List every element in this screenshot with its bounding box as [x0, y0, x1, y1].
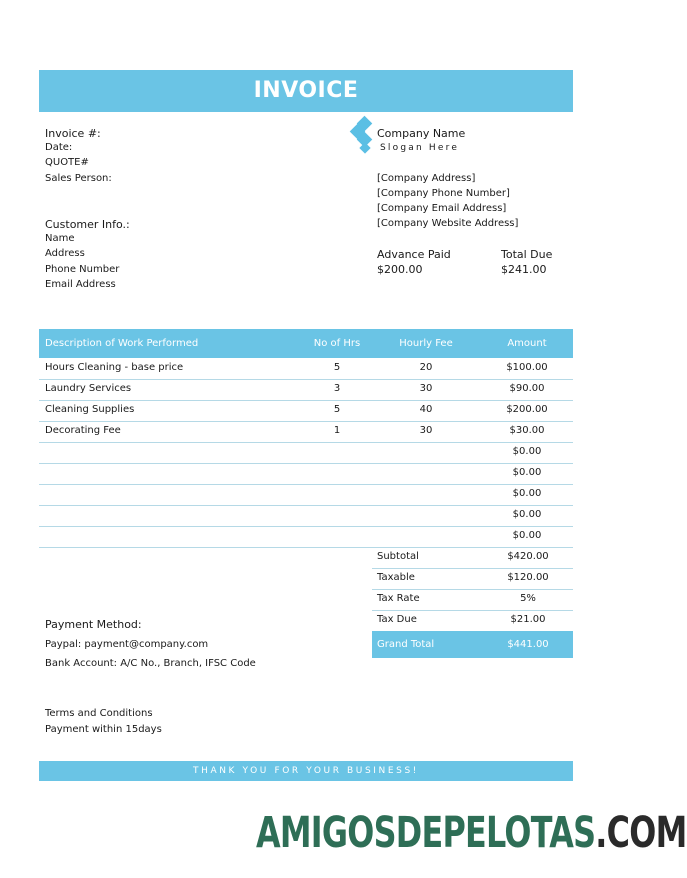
row-hours: 3	[333, 383, 341, 394]
subtotal-row	[372, 547, 573, 569]
thank-you-banner: THANK YOU FOR YOUR BUSINESS!	[39, 761, 573, 781]
table-header	[39, 329, 573, 358]
row-description: Decorating Fee	[45, 425, 121, 436]
row-hours: 5	[333, 362, 341, 373]
table-row	[39, 505, 573, 527]
company-email: [Company Email Address]	[377, 203, 507, 214]
date-label: Date:	[45, 142, 73, 153]
tax-due-label: Tax Due	[377, 614, 417, 625]
table-row	[39, 358, 573, 380]
header-description: Description of Work Performed	[45, 338, 199, 349]
company-address: [Company Address]	[377, 173, 476, 184]
invoice-number-label: Invoice #:	[45, 127, 101, 140]
header-hourly-fee: Hourly Fee	[399, 338, 453, 349]
payment-method-heading: Payment Method:	[45, 618, 142, 631]
watermark-logo	[256, 808, 687, 858]
customer-phone-label: Phone Number	[45, 264, 120, 275]
table-row	[39, 400, 573, 422]
subtotal-label: Subtotal	[377, 551, 419, 562]
subtotal-value: $420.00	[507, 551, 549, 562]
company-logo-icon	[348, 117, 378, 159]
invoice-title: INVOICE	[39, 70, 573, 112]
total-due-value: $241.00	[501, 263, 547, 276]
company-slogan: Slogan Here	[380, 143, 460, 153]
advance-paid-label: Advance Paid	[377, 248, 451, 261]
row-fee: 20	[419, 362, 433, 373]
row-hours: 1	[333, 425, 341, 436]
row-fee: 30	[419, 383, 433, 394]
watermark-name: AMIGOSDEPELOTAS	[256, 808, 596, 858]
taxable-row	[372, 568, 573, 590]
customer-name-label: Name	[45, 233, 75, 244]
table-row	[39, 442, 573, 464]
grand-total-value: $441.00	[507, 639, 549, 650]
row-amount: $30.00	[509, 425, 545, 436]
tax-due-value: $21.00	[510, 614, 546, 625]
tax-rate-value: 5%	[520, 593, 536, 604]
grand-total-label: Grand Total	[377, 639, 435, 650]
row-hours: 5	[333, 404, 341, 415]
row-amount: $0.00	[512, 467, 542, 478]
terms-text: Payment within 15days	[45, 724, 162, 735]
grand-total-row	[372, 631, 573, 658]
company-website: [Company Website Address]	[377, 218, 519, 229]
row-fee: 30	[419, 425, 433, 436]
row-amount: $0.00	[512, 488, 542, 499]
tax-rate-label: Tax Rate	[377, 593, 420, 604]
quote-label: QUOTE#	[45, 157, 89, 168]
row-description: Hours Cleaning - base price	[45, 362, 184, 373]
sales-person-label: Sales Person:	[45, 173, 112, 184]
tax-due-row	[372, 610, 573, 632]
company-phone: [Company Phone Number]	[377, 188, 510, 199]
paypal-info: Paypal: payment@company.com	[45, 639, 209, 650]
customer-address-label: Address	[45, 248, 85, 259]
header-amount: Amount	[507, 338, 547, 349]
row-amount: $90.00	[509, 383, 545, 394]
table-row	[39, 421, 573, 443]
row-amount: $100.00	[506, 362, 548, 373]
watermark-domain: .COM	[595, 808, 687, 858]
terms-heading: Terms and Conditions	[45, 708, 153, 719]
row-amount: $0.00	[512, 530, 542, 541]
row-amount: $0.00	[512, 446, 542, 457]
tax-rate-row	[372, 589, 573, 611]
customer-email-label: Email Address	[45, 279, 116, 290]
row-description: Laundry Services	[45, 383, 132, 394]
table-row	[39, 463, 573, 485]
company-name: Company Name	[377, 127, 466, 140]
table-row	[39, 379, 573, 401]
total-due-label: Total Due	[501, 248, 553, 261]
taxable-value: $120.00	[507, 572, 549, 583]
row-fee: 40	[419, 404, 433, 415]
bank-account-info: Bank Account: A/C No., Branch, IFSC Code	[45, 658, 256, 669]
header-hours: No of Hrs	[313, 338, 361, 349]
table-row	[39, 484, 573, 506]
table-row	[39, 526, 573, 548]
row-amount: $0.00	[512, 509, 542, 520]
customer-info-heading: Customer Info.:	[45, 218, 130, 231]
row-amount: $200.00	[506, 404, 548, 415]
taxable-label: Taxable	[377, 572, 415, 583]
row-description: Cleaning Supplies	[45, 404, 135, 415]
advance-paid-value: $200.00	[377, 263, 423, 276]
